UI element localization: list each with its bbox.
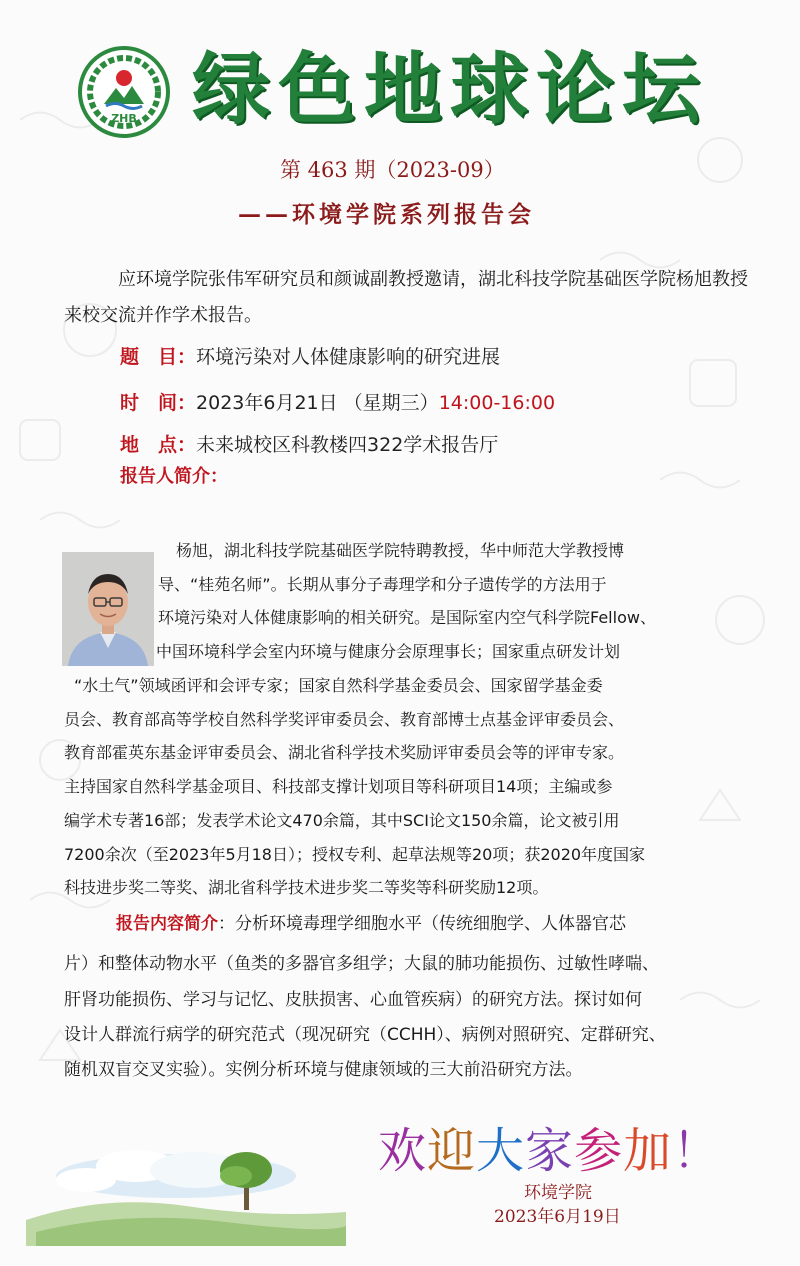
welcome-char: 加 (623, 1123, 673, 1179)
landscape-illustration (26, 1136, 346, 1246)
place-row (120, 430, 498, 457)
time-date: 2023年6月21日 （星期三） (196, 392, 439, 414)
time-label: 时 间： (120, 392, 197, 414)
place-value: 未来城校区科教楼四322学术报告厅 (196, 434, 499, 456)
content-summary-text: ：分析环境毒理学细胞水平（传统细胞学、人体器官芯 (218, 914, 626, 934)
forum-title: 绿色地球论坛 (192, 44, 709, 135)
welcome-char: ！ (672, 1123, 722, 1179)
organizer: 环境学院 (524, 1183, 592, 1203)
welcome-char: 参 (574, 1123, 624, 1179)
content-summary-label: 报告内容简介 (116, 914, 218, 934)
topic-label: 题 目： (120, 346, 197, 368)
bio-line: 编学术专著16部；发表学术论文470余篇，其中SCI论文150余篇，论文被引用 (64, 811, 620, 830)
bio-line: 7200余次（至2023年5月18日）；授权专利、起草法规等20项；获2020年度国家 (64, 845, 646, 864)
issue-date: 2023年6月19日 (494, 1207, 621, 1227)
speaker-bio-heading: 报告人简介： (120, 466, 228, 487)
bio-line: 杨旭，湖北科技学院基础医学院特聘教授，华中师范大学教授博 (176, 541, 625, 560)
bio-line: 环境污染对人体健康影响的相关研究。是国际室内空气科学院Fellow、 (158, 608, 656, 627)
welcome-char: 大 (476, 1123, 526, 1179)
zhb-logo (78, 46, 170, 138)
time-row (120, 388, 555, 415)
bio-line: 主持国家自然科学基金项目、科技部支撑计划项目等科研项目14项；主编或参 (64, 777, 613, 796)
time-hours: 14:00-16:00 (438, 392, 556, 414)
content-line: 片）和整体动物水平（鱼类的多器官多组学；大鼠的肺功能损伤、过敏性哮喘、 (64, 954, 659, 974)
invitation-paragraph: 应环境学院张伟军研究员和颜诚副教授邀请，湖北科技学院基础医学院杨旭教授来校交流并作学术报告。 (64, 269, 748, 326)
content-line: 随机双盲交叉实验）。实例分析环境与健康领域的三大前沿研究方法。 (64, 1060, 583, 1080)
logo-text: ZHB (111, 112, 137, 125)
bio-line: 员会、教育部高等学校自然科学奖评审委员会、教育部博士点基金评审委员会、 (64, 710, 625, 729)
bio-line: 中国环境科学会室内环境与健康分会原理事长；国家重点研发计划 (156, 642, 621, 661)
topic-value: 环境污染对人体健康影响的研究进展 (196, 346, 501, 368)
welcome-char: 欢 (378, 1123, 428, 1179)
issue-number: 第 463 期（2023-09） (280, 158, 505, 182)
series-subtitle: ——环境学院系列报告会 (238, 201, 535, 228)
bio-line: “水土气”领域函评和会评专家；国家自然科学基金委员会、国家留学基金委 (74, 676, 603, 695)
speaker-photo (62, 552, 154, 666)
bio-line: 导、“桂苑名师”。长期从事分子毒理学和分子遗传学的方法用于 (158, 575, 607, 594)
welcome-message (378, 1112, 721, 1181)
topic-row (120, 342, 500, 369)
welcome-char: 迎 (427, 1123, 477, 1179)
content-summary-first-line (116, 914, 626, 934)
welcome-char: 家 (525, 1123, 575, 1179)
content-line: 设计人群流行病学的研究范式（现况研究（CCHH）、病例对照研究、定群研究、 (64, 1025, 666, 1045)
place-label: 地 点： (120, 434, 197, 456)
bio-line: 科技进步奖二等奖、湖北省科学技术进步奖二等奖等科研奖励12项。 (64, 878, 549, 897)
bio-line: 教育部霍英东基金评审委员会、湖北省科学技术奖励评审委员会等的评审专家。 (64, 743, 625, 762)
content-line: 肝肾功能损伤、学习与记忆、皮肤损害、心血管疾病）的研究方法。探讨如何 (64, 990, 642, 1010)
